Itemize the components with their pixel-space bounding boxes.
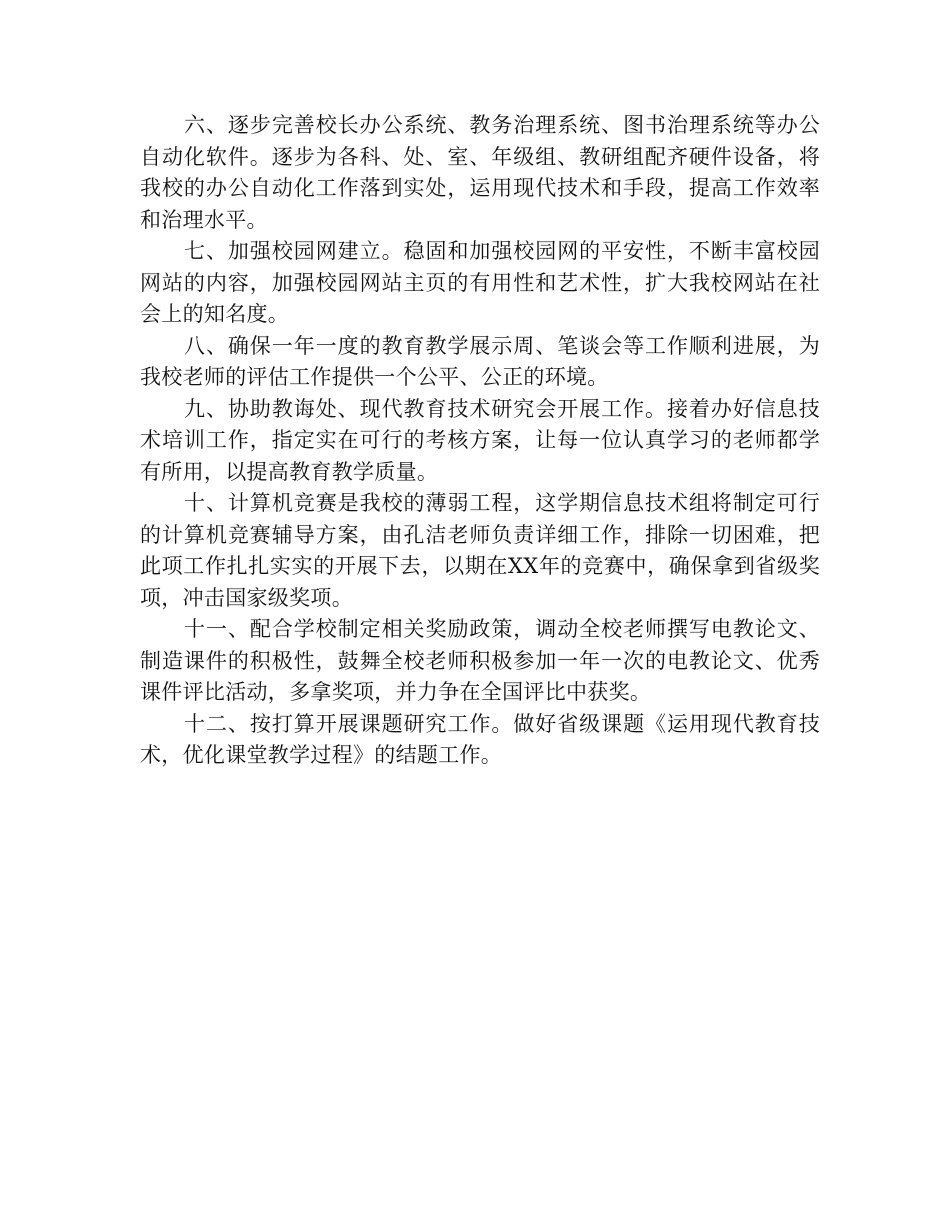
paragraph-item-11: 十一、配合学校制定相关奖励政策，调动全校老师撰写电教论文、制造课件的积极性，鼓舞全校老师积极参加一年一次的电教论文、优秀课件评比活动，多拿奖项，并力争在全国评比中获奖。 — [140, 617, 820, 704]
paragraph-item-6: 六、逐步完善校长办公系统、教务治理系统、图书治理系统等办公自动化软件。逐步为各科、处、室、年级组、教研组配齐硬件设备，将我校的办公自动化工作落到实处，运用现代技术和手段，提高工作效率和治理水平。 — [140, 113, 820, 232]
paragraph-item-10: 十、计算机竞赛是我校的薄弱工程，这学期信息技术组将制定可行的计算机竞赛辅导方案，由孔洁老师负责详细工作，排除一切困难，把此项工作扎扎实实的开展下去，以期在XX年的竞赛中，确保拿到省级奖项，冲击国家级奖项。 — [140, 491, 820, 610]
paragraph-item-9: 九、协助教诲处、现代教育技术研究会开展工作。接着办好信息技术培训工作，指定实在可行的考核方案，让每一位认真学习的老师都学有所用，以提高教育教学质量。 — [140, 396, 820, 484]
paragraph-item-12: 十二、按打算开展课题研究工作。做好省级课题《运用现代教育技术，优化课堂教学过程》的结题工作。 — [140, 711, 820, 767]
paragraph-item-8: 八、确保一年一度的教育教学展示周、笔谈会等工作顺利进展，为我校老师的评估工作提供一个公平、公正的环境。 — [140, 333, 820, 389]
document-page — [140, 110, 820, 772]
paragraph-item-7: 七、加强校园网建立。稳固和加强校园网的平安性，不断丰富校园网站的内容，加强校园网站主页的有用性和艺术性，扩大我校网站在社会上的知名度。 — [140, 239, 820, 326]
